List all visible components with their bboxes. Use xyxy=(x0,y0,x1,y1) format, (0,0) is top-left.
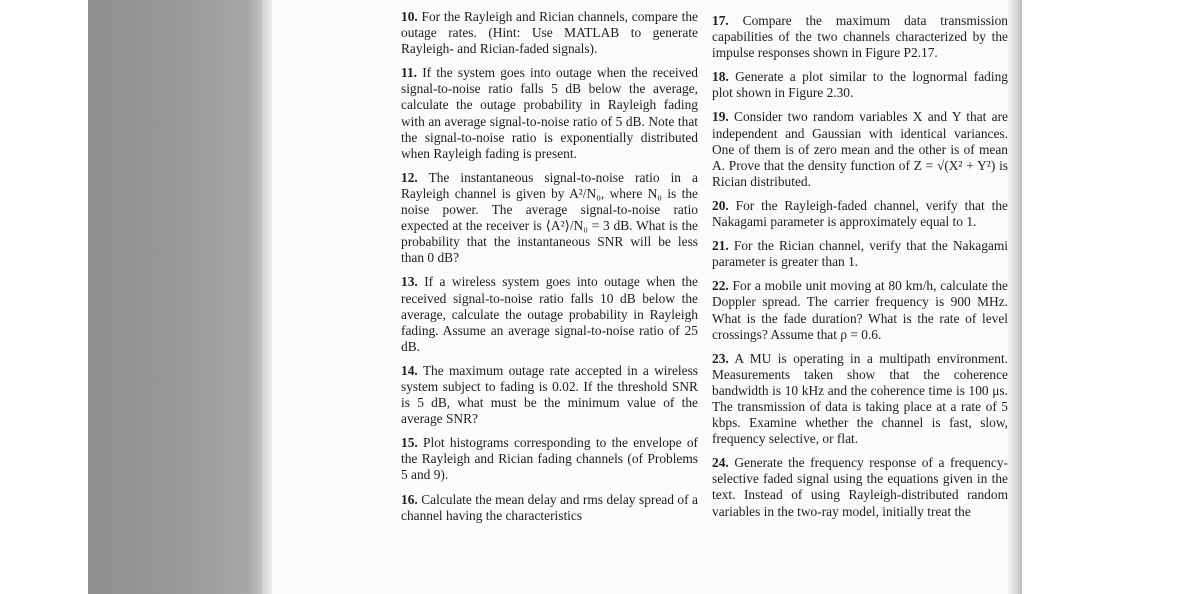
problem-number: 17. xyxy=(712,13,729,28)
problem-text: A MU is operating in a multipath environment. Measurements taken show that the coherence bandwidth is 10 kHz and the coherence time is 100 μs. The transmission of data is taking place at a rate of 5 kbps. Examine whether the channel is fast, slow, frequency selective, or flat. xyxy=(712,350,1008,447)
problem-12 xyxy=(401,170,698,267)
problem-text: Generate the frequency response of a frequency-selective faded signal using the equations given in the text. Instead of using Rayleigh-distributed random variables in the two-ray model, initially treat the xyxy=(712,455,1008,519)
problem-text: The instantaneous signal-to-noise ratio in a Rayleigh channel is given by A²/N₀, where N₀ is the noise power. The average signal-to-noise ratio expected at the receiver is ⟨A²⟩/N₀ = 3 dB. What is the probability that the instantaneous SNR will be less than 0 dB? xyxy=(401,169,698,266)
problem-number: 14. xyxy=(401,362,418,378)
problem-number: 13. xyxy=(401,274,418,290)
problem-23 xyxy=(712,351,1008,448)
problem-number: 20. xyxy=(712,197,729,213)
right-column xyxy=(712,9,1008,528)
left-margin xyxy=(0,0,88,594)
problem-number: 24. xyxy=(712,455,729,471)
problem-number: 19. xyxy=(712,109,729,125)
problem-text: Calculate the mean delay and rms delay spread of a channel having the characteristics xyxy=(401,491,698,523)
problem-number: 12. xyxy=(401,169,418,185)
problem-number: 18. xyxy=(712,69,729,85)
problem-number: 22. xyxy=(712,278,729,294)
problem-19 xyxy=(712,109,1008,189)
problem-text: The maximum outage rate accepted in a wireless system subject to fading is 0.02. If the threshold SNR is 5 dB, what must be the minimum value of the average SNR? xyxy=(401,362,698,427)
problem-17 xyxy=(712,13,1008,61)
problem-number: 21. xyxy=(712,238,729,254)
problem-13 xyxy=(401,274,698,354)
problem-21 xyxy=(712,238,1008,270)
problem-number: 23. xyxy=(712,350,729,366)
scan-shadow xyxy=(88,0,266,594)
problem-24 xyxy=(712,455,1008,519)
problem-text: Consider two random variables X and Y that are independent and Gaussian with identical variances. One of them is of zero mean and the other is of mean A. Prove that the density function of Z = √(X² + Y²) is Rician distributed. xyxy=(712,109,1008,189)
problem-15 xyxy=(401,435,698,483)
problem-number: 16. xyxy=(401,491,418,507)
problem-20 xyxy=(712,198,1008,230)
problem-text: For the Rayleigh-faded channel, verify that the Nakagami parameter is approximately equal to 1. xyxy=(712,197,1008,230)
problem-text: For a mobile unit moving at 80 km/h, calculate the Doppler spread. The carrier frequency is 900 MHz. What is the fade duration? What is the rate of level crossings? Assume that ρ = 0.6. xyxy=(712,278,1008,342)
problem-number: 11. xyxy=(401,65,417,81)
problem-10 xyxy=(401,9,698,57)
problem-text: Generate a plot similar to the lognormal fading plot shown in Figure 2.30. xyxy=(712,69,1008,101)
problem-text: If the system goes into outage when the received signal-to-noise ratio falls 5 dB below the average, calculate the outage probability in Rayleigh fading with an average signal-to-noise ratio of 5 dB. Note that the signal-to-noise ratio is exponentially distributed when Rayleigh fading is present. xyxy=(401,65,698,161)
problem-text: For the Rician channel, verify that the Nakagami parameter is greater than 1. xyxy=(712,238,1008,270)
problem-11 xyxy=(401,65,698,162)
problem-number: 10. xyxy=(401,9,418,24)
problem-text: Plot histograms corresponding to the envelope of the Rayleigh and Rician fading channels (of Problems 5 and 9). xyxy=(401,435,698,483)
problem-text: If a wireless system goes into outage when the received signal-to-noise ratio falls 10 dB below the average, calculate the outage probability in Rayleigh fading. Assume an average signal-to-noise ratio of 25 dB. xyxy=(401,274,698,354)
page-binding-edge xyxy=(262,0,272,594)
problem-18 xyxy=(712,69,1008,101)
left-column xyxy=(401,9,698,532)
problem-text: Compare the maximum data transmission capabilities of the two channels characterized by the impulse responses shown in Figure P2.17. xyxy=(712,13,1008,61)
page-right-edge xyxy=(1008,0,1022,594)
problem-text: For the Rayleigh and Rician channels, compare the outage rates. (Hint: Use MATLAB to generate Rayleigh- and Rician-faded signals). xyxy=(401,9,698,57)
problem-14 xyxy=(401,363,698,427)
problem-22 xyxy=(712,278,1008,342)
problem-16 xyxy=(401,492,698,524)
problem-number: 15. xyxy=(401,435,418,451)
